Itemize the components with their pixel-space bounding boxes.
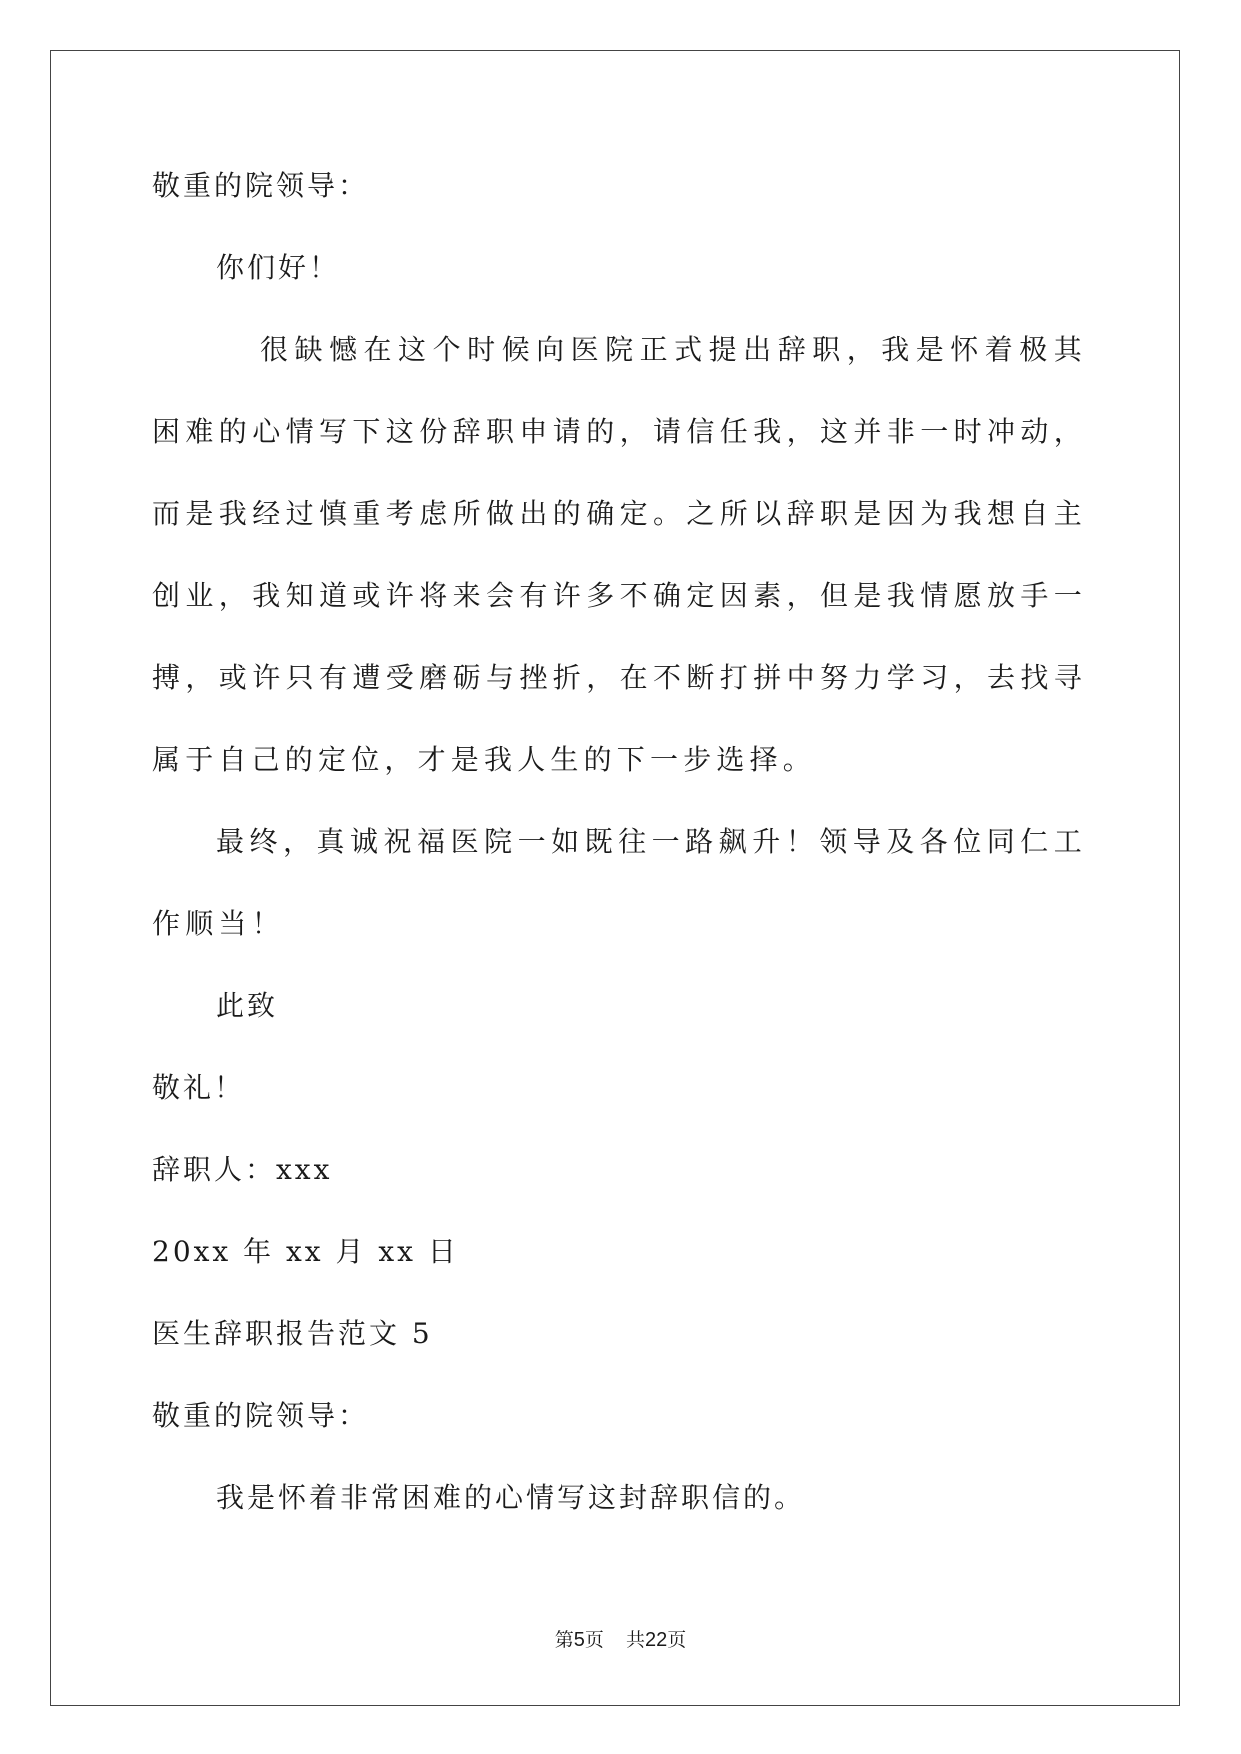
section-title: 医生辞职报告范文 5: [152, 1317, 433, 1350]
footer-prefix: 第: [554, 1629, 574, 1651]
date-line: 20xx 年 xx 月 xx 日: [152, 1235, 459, 1268]
footer-page-suffix: 页: [584, 1629, 604, 1651]
body-paragraph: 最终，真诚祝福医院一如既往一路飙升！领导及各位同仁工作顺当！: [152, 825, 1087, 940]
page-footer: [0, 1625, 1241, 1652]
signer-line: 辞职人：xxx: [152, 1153, 333, 1186]
closing-line: 敬礼！: [152, 1071, 246, 1104]
footer-total-prefix: 共: [625, 1629, 645, 1651]
salutation: 敬重的院领导：: [152, 1399, 370, 1432]
body-paragraph: 我是怀着非常困难的心情写这封辞职信的。: [216, 1481, 806, 1514]
body-paragraph: 很缺憾在这个时候向医院正式提出辞职，我是怀着极其困难的心情写下这份辞职申请的，请信任我，这并非一时冲动，而是我经过慎重考虑所做出的确定。之所以辞职是因为我想自主创业，我知道或许将来会有许多不确定因素，但是我情愿放手一搏，或许只有遭受磨砺与挫折，在不断打拼中努力学习，去找寻属于自己的定位，才是我人生的下一步选择。: [152, 333, 1087, 776]
salutation: 敬重的院领导：: [152, 169, 370, 202]
total-pages: 22: [644, 1629, 668, 1651]
footer-total-suffix: 页: [667, 1629, 687, 1651]
document-body: [152, 145, 1087, 1539]
closing-line: 此致: [216, 989, 279, 1022]
page-number: 5: [573, 1629, 585, 1651]
greeting: 你们好！: [216, 251, 341, 284]
